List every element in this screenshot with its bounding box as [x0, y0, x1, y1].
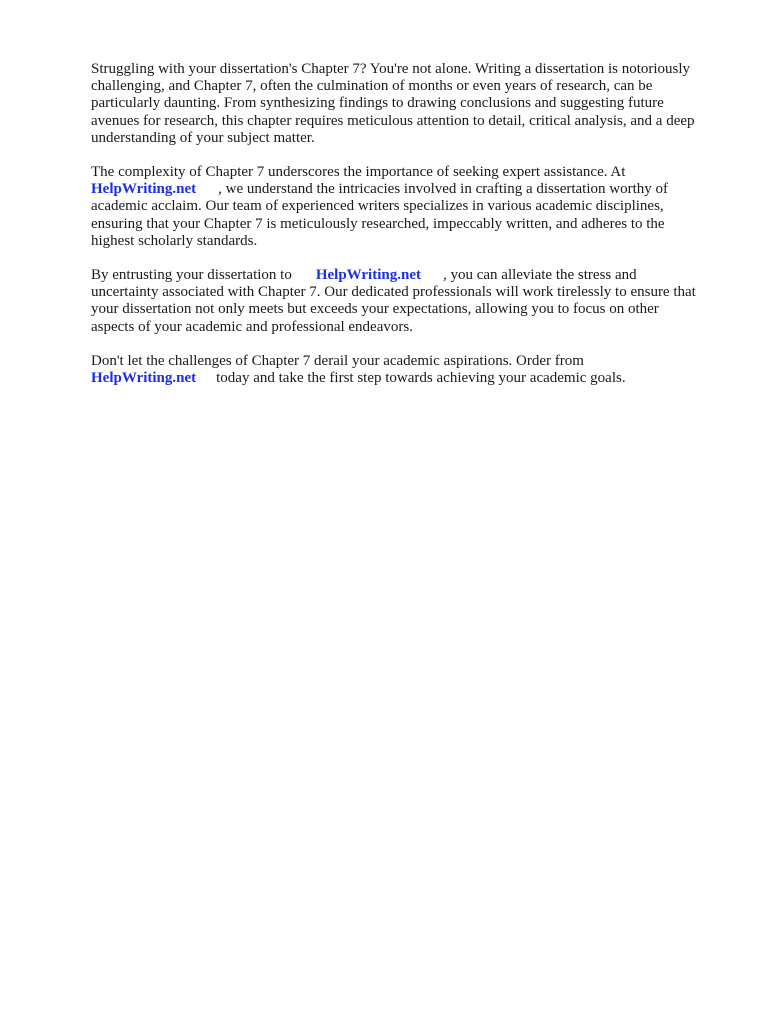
paragraph-complexity	[91, 164, 727, 250]
text-line: uncertainty associated with Chapter 7. Our dedicated professionals will work tirelessly to ensure that	[91, 284, 696, 301]
text-fragment: today and take the first step towards achieving your academic goals.	[216, 370, 626, 387]
paragraph-order	[91, 353, 727, 387]
paragraph-entrusting	[91, 267, 727, 336]
text-line: avenues for research, this chapter requires meticulous attention to detail, critical analysis, and a deep	[91, 112, 695, 129]
text-line: academic acclaim. Our team of experienced writers specializes in various academic disciplines,	[91, 198, 664, 215]
text-line: Don't let the challenges of Chapter 7 derail your academic aspirations. Order from	[91, 352, 584, 369]
text-line	[91, 267, 727, 284]
paragraph-intro	[91, 61, 727, 147]
document-page	[91, 61, 727, 404]
text-line: particularly daunting. From synthesizing findings to drawing conclusions and suggesting future	[91, 95, 664, 112]
text-line: ensuring that your Chapter 7 is meticulously researched, impeccably written, and adheres to the	[91, 215, 665, 232]
text-line: Struggling with your dissertation's Chapter 7? You're not alone. Writing a dissertation is notoriously	[91, 61, 691, 77]
text-fragment: By entrusting your dissertation to	[91, 267, 292, 284]
helpwriting-link[interactable]: HelpWriting.net	[315, 267, 421, 284]
text-fragment: , we understand the intricacies involved in crafting a dissertation worthy of	[218, 181, 669, 198]
text-line: challenging, and Chapter 7, often the culmination of months or even years of research, can be	[91, 78, 653, 95]
text-line: your dissertation not only meets but exceeds your expectations, allowing you to focus on other	[91, 301, 659, 318]
text-line: The complexity of Chapter 7 underscores the importance of seeking expert assistance. At	[91, 164, 626, 181]
text-fragment: , you can alleviate the stress and	[442, 267, 637, 284]
helpwriting-link[interactable]: HelpWriting.net	[91, 181, 197, 198]
text-line: highest scholarly standards.	[91, 232, 258, 249]
text-line	[91, 370, 727, 387]
helpwriting-link[interactable]: HelpWriting.net	[91, 370, 197, 387]
text-line: understanding of your subject matter.	[91, 129, 315, 146]
text-line	[91, 181, 727, 198]
text-line: aspects of your academic and professional endeavors.	[91, 318, 413, 335]
